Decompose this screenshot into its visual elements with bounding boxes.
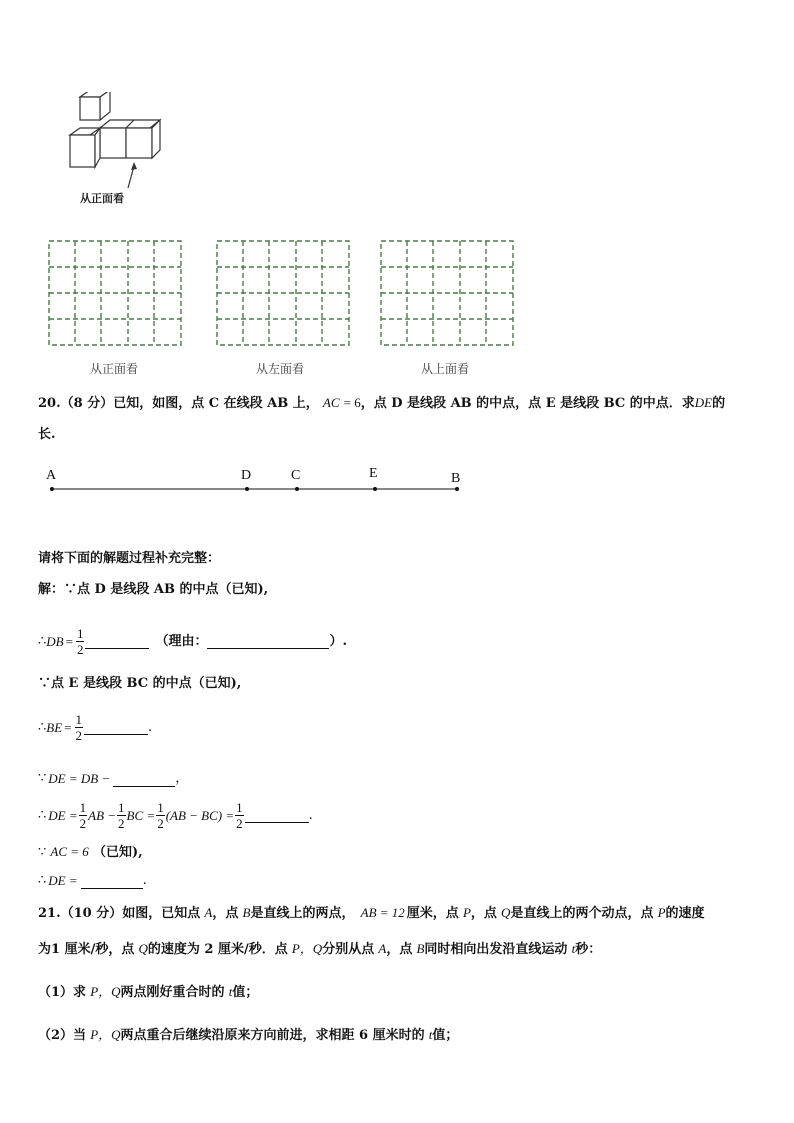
q20-given-lhs: AC [322,395,340,410]
q20-stem-end: 长. [38,427,56,442]
grid-caption-top: 从上面看 [421,362,470,376]
q20-target: DE [694,395,713,410]
cube-stack-figure [60,92,170,192]
half-fraction: $\frac{1}{2}$ [79,800,87,831]
q20-line3: ∴ BE = $\frac{1}{2}$ . [38,712,153,743]
q20-line7: ∴ DE = . [38,873,147,888]
label-b: B [451,471,461,486]
q20-line2: ∵点 E 是线段 BC 的中点（已知), [38,676,242,691]
therefore-symbol: ∴ [38,807,47,823]
label-e: E [369,466,378,481]
q20-line4-expr: DE = DB − [48,771,111,786]
reason-close: ）. [329,633,348,649]
q20-stem-a: 已知，如图，点 C 在线段 AB 上， [113,396,319,411]
q20-given-rhs: = 6 [343,395,361,410]
view-grid-top [380,240,514,346]
cube-view-caption: 从正面看 [80,192,124,205]
therefore-symbol: ∴ [38,719,47,735]
view-grid-front [48,240,182,346]
point-c [295,487,299,491]
cube-side-face [100,92,110,120]
q20-stem-c: 的 [712,396,726,411]
q20-score: （8 分） [60,396,114,411]
answer-blank-1[interactable] [85,634,149,649]
answer-blank-5[interactable] [81,874,143,889]
q21-line2: 为1 厘米/秒，点 Q的速度为 2 厘米/秒．点 P，Q分别从点 A，点 B同时相向出发沿直线运动 t秒： [38,941,602,957]
q21-sub1: （1）求 P，Q两点刚好重合时的 t值； [38,984,259,1000]
arrow-icon [131,162,137,170]
because-symbol: ∵ [38,845,47,860]
grid-caption-front: 从正面看 [90,362,139,376]
therefore-symbol: ∴ [38,633,47,649]
half-fraction: $\frac{1}{2}$ [157,800,164,831]
q21-line1: 21.（10 分）如图，已知点 A，点 B是直线上的两点， AB = 12 厘米，点 P，点 Q是直线上的两个动点，点 P的速度 [38,905,705,921]
q20-prompt: 请将下面的解题过程补充完整： [38,551,221,566]
point-e [373,487,377,491]
view-grid-left [216,240,350,346]
q20-line6: ∵ AC = 6 （已知), [38,844,143,860]
q21-score: （10 分） [60,906,123,921]
half-fraction: $\frac{1}{2}$ [75,712,83,743]
q20-sol-intro: 解：∵点 D 是线段 AB 的中点（已知), [38,582,269,597]
point-d [245,487,249,491]
label-a: A [46,468,57,483]
half-fraction: $\frac{1}{2}$ [236,800,243,831]
point-a [50,487,54,491]
q20-line4: ∵ DE = DB − ， [38,771,189,786]
q20-line5: ∴ DE = $\frac{1}{2}$ AB − $\frac{1}{2}$ BC = $\frac{1}{2}$ (AB − BC) = $\frac{1}{2}$ . [38,800,313,831]
label-d: D [241,468,252,483]
therefore-symbol: ∴ [38,873,47,888]
q20-eq: = [65,633,73,649]
grid-caption-left: 从左面看 [256,362,305,376]
reason-open: （理由： [155,633,208,649]
half-fraction: $\frac{1}{2}$ [76,626,84,657]
q20-line1 [38,626,347,657]
q20-stem-b: ，点 D 是线段 AB 的中点，点 E 是线段 BC 的中点．求 [360,396,695,411]
label-c: C [291,468,301,483]
q20-line1-var: DB [46,633,64,649]
q20-line3-var: BE [46,719,63,735]
q20-number: 20. [38,396,61,411]
q20-stem [38,394,725,413]
cube-front-face [70,135,95,167]
segment-figure [40,464,470,500]
answer-blank-2[interactable] [84,720,148,735]
half-fraction: $\frac{1}{2}$ [118,800,125,831]
point-b [455,487,459,491]
answer-blank-4[interactable] [245,808,309,823]
q21-number: 21. [38,906,61,921]
answer-blank-reason[interactable] [207,634,329,649]
answer-blank-3[interactable] [113,772,175,787]
cube-front-face [80,97,100,120]
q21-sub2: （2）当 P，Q两点重合后继续沿原来方向前进，求相距 6 厘米时的 t值； [38,1027,459,1043]
because-symbol: ∵ [38,771,47,786]
